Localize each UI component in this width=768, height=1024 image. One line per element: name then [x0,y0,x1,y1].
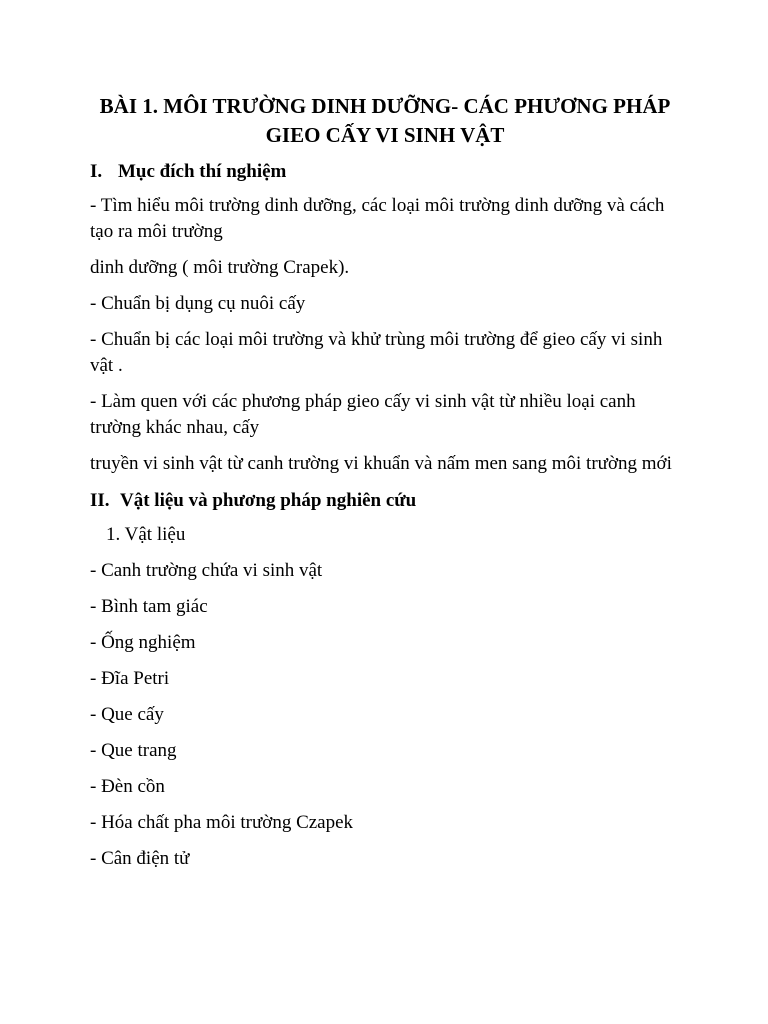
list-item: - Bình tam giác [90,596,208,617]
section-1-heading [90,158,680,185]
list-item: - Canh trường chứa vi sinh vật [90,560,323,581]
list-item: - Hóa chất pha môi trường Czapek [90,812,354,833]
document-page [90,92,680,882]
list-item: - Cân điện tử [90,848,190,869]
paragraph: - Chuẩn bị dụng cụ nuôi cấy [90,293,306,314]
list-item: - Đèn cồn [90,776,165,797]
list-item: - Đĩa Petri [90,668,170,689]
paragraph: dinh dưỡng ( môi trường Crapek). [90,257,350,278]
list-item: - Que cấy [90,704,164,725]
document-title: BÀI 1. MÔI TRƯỜNG DINH DƯỠNG- CÁC PHƯƠNG PHÁP GIEO CẤY VI SINH VẬT [99,94,671,147]
section-2-title: Vật liệu và phương pháp nghiên cứu [120,490,417,511]
paragraph: - Chuẩn bị các loại môi trường và khử trùng môi trường để gieo cấy vi sinh vật . [90,329,663,376]
list-item: - Que trang [90,740,177,761]
section-1-number: I. [90,161,103,182]
section-1-title: Mục đích thí nghiệm [118,161,287,182]
section-2-number: II. [90,490,110,511]
paragraph: - Tìm hiểu môi trường dinh dưỡng, các loại môi trường dinh dưỡng và cách tạo ra môi trường [90,195,665,242]
section-2-heading [90,487,680,514]
paragraph: - Làm quen với các phương pháp gieo cấy vi sinh vật từ nhiều loại canh trường khác nhau, cấy [90,391,636,438]
subsection-heading: 1. Vật liệu [106,524,186,545]
list-item: - Ống nghiệm [90,632,196,653]
paragraph: truyền vi sinh vật từ canh trường vi khuẩn và nấm men sang môi trường mới [90,453,672,474]
